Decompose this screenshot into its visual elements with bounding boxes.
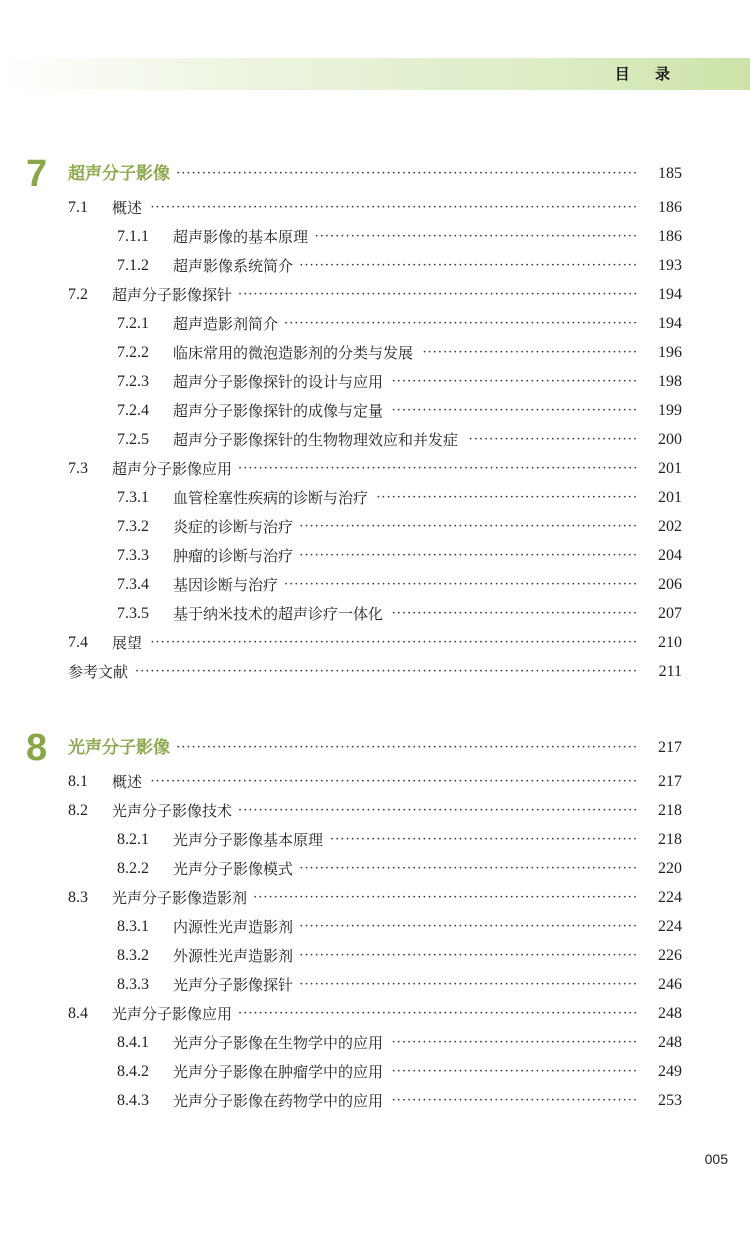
entry-page: 224 [658, 918, 682, 935]
entry-page: 199 [658, 402, 682, 419]
entry-title: 内源性光声造影剂 [173, 918, 294, 936]
running-header-title: 目 录 [614, 65, 680, 83]
entry-title: 超声分子影像探针的生物物理效应和并发症 [173, 431, 459, 449]
dot-leader: ·································································· [299, 861, 638, 876]
dot-leader: ······························································································· [150, 635, 638, 650]
toc-entry [0, 486, 750, 510]
dot-leader: ·············································································· [238, 1006, 638, 1021]
toc-entry [0, 828, 750, 852]
entry-title: 概述 [112, 199, 143, 217]
chapter-number: 7 [26, 153, 48, 195]
toc-entry [0, 1089, 750, 1113]
toc-entry [0, 225, 750, 249]
entry-title: 超声分子影像探针 [112, 286, 233, 304]
entry-page: 211 [658, 663, 682, 680]
entry-number: 7.1 [68, 199, 88, 216]
entry-page: 186 [658, 228, 682, 245]
entry-number: 7.2.4 [117, 402, 149, 419]
entry-title: 基于纳米技术的超声诊疗一体化 [173, 605, 384, 623]
dot-leader: ······························································· [314, 229, 638, 244]
entry-number: 8.2 [68, 802, 88, 819]
entry-number: 7.2.2 [117, 344, 149, 361]
entry-page: 193 [658, 257, 682, 274]
dot-leader: ····································································· [284, 316, 638, 331]
entry-number: 7.1.1 [117, 228, 149, 245]
entry-number: 8.3.1 [117, 918, 149, 935]
entry-title: 光声分子影像探针 [173, 976, 294, 994]
dot-leader: ······························································································· [150, 774, 638, 789]
chapter-page: 217 [658, 739, 682, 756]
entry-page: 196 [658, 344, 682, 361]
toc-entry [0, 428, 750, 452]
toc-entry [0, 973, 750, 997]
toc-entry [0, 1031, 750, 1055]
entry-number: 8.4 [68, 1005, 88, 1022]
entry-number: 8.3.2 [117, 947, 149, 964]
entry-title: 炎症的诊断与治疗 [173, 518, 294, 536]
entry-number: 7.2.3 [117, 373, 149, 390]
dot-leader: ·································································· [299, 519, 638, 534]
entry-page: 217 [658, 773, 682, 790]
entry-number: 8.2.2 [117, 860, 149, 877]
entry-number: 7.3.4 [117, 576, 149, 593]
entry-page: 204 [658, 547, 682, 564]
chapter-heading [0, 734, 750, 762]
entry-number: 7.1.2 [117, 257, 149, 274]
entry-number: 8.1 [68, 773, 88, 790]
entry-title: 超声分子影像应用 [112, 460, 233, 478]
entry-number: 7.2 [68, 286, 88, 303]
dot-leader: ·································································· [299, 258, 638, 273]
entry-title: 基因诊断与治疗 [173, 576, 279, 594]
entry-page: 201 [658, 460, 682, 477]
toc-entry [0, 1002, 750, 1026]
entry-page: 226 [658, 947, 682, 964]
entry-title: 光声分子影像在肿瘤学中的应用 [173, 1063, 384, 1081]
toc-entry [0, 886, 750, 910]
entry-page: 253 [658, 1092, 682, 1109]
entry-title: 超声影像的基本原理 [173, 228, 309, 246]
entry-page: 206 [658, 576, 682, 593]
entry-title: 光声分子影像技术 [112, 802, 233, 820]
entry-title: 光声分子影像模式 [173, 860, 294, 878]
toc-entry [0, 799, 750, 823]
dot-leader: ·············································································· [238, 803, 638, 818]
entry-page: 220 [658, 860, 682, 877]
toc-entry [0, 370, 750, 394]
dot-leader: ················································ [391, 374, 638, 389]
dot-leader: ·································································································· [135, 664, 638, 679]
entry-number: 8.3.3 [117, 976, 149, 993]
chapter-page: 185 [658, 165, 682, 182]
entry-page: 248 [658, 1005, 682, 1022]
dot-leader: ································· [468, 432, 638, 447]
dot-leader: ·························································································· [176, 166, 638, 181]
entry-number: 7.3.1 [117, 489, 149, 506]
toc-entry [0, 944, 750, 968]
entry-title: 肿瘤的诊断与治疗 [173, 547, 294, 565]
dot-leader: ················································ [391, 403, 638, 418]
entry-title: 超声分子影像探针的设计与应用 [173, 373, 384, 391]
toc-entry [0, 857, 750, 881]
entry-page: 207 [658, 605, 682, 622]
chapter-title: 光声分子影像 [68, 738, 170, 758]
dot-leader: ·············································································· [238, 287, 638, 302]
entry-number: 7.4 [68, 634, 88, 651]
entry-number: 8.3 [68, 889, 88, 906]
entry-number: 7.2.5 [117, 431, 149, 448]
entry-page: 186 [658, 199, 682, 216]
chapter-title: 超声分子影像 [68, 164, 170, 184]
dot-leader: ················································ [391, 1093, 638, 1108]
toc-entry [0, 254, 750, 278]
toc-entry [0, 399, 750, 423]
entry-title: 光声分子影像基本原理 [173, 831, 324, 849]
dot-leader: ·································································· [299, 948, 638, 963]
entry-page: 202 [658, 518, 682, 535]
entry-title: 概述 [112, 773, 143, 791]
entry-title: 临床常用的微泡造影剂的分类与发展 [173, 344, 414, 362]
toc-entry [0, 341, 750, 365]
entry-number: 8.4.1 [117, 1034, 149, 1051]
entry-title: 血管栓塞性疾病的诊断与治疗 [173, 489, 369, 507]
toc-entry [0, 1060, 750, 1084]
dot-leader: ················································ [391, 1035, 638, 1050]
entry-number: 7.3 [68, 460, 88, 477]
toc-entry [0, 544, 750, 568]
entry-title: 光声分子影像在药物学中的应用 [173, 1092, 384, 1110]
entry-title: 光声分子影像在生物学中的应用 [173, 1034, 384, 1052]
chapter-number: 8 [26, 727, 48, 769]
entry-page: 248 [658, 1034, 682, 1051]
entry-number: 7.3.2 [117, 518, 149, 535]
toc-entry [0, 631, 750, 655]
dot-leader: ······························································································· [150, 200, 638, 215]
entry-page: 210 [658, 634, 682, 651]
page-number: 005 [704, 1151, 728, 1167]
dot-leader: ··················································· [376, 490, 638, 505]
dot-leader: ····································································· [284, 577, 638, 592]
entry-title: 光声分子影像造影剂 [112, 889, 248, 907]
entry-page: 201 [658, 489, 682, 506]
toc-entry [0, 283, 750, 307]
entry-page: 249 [658, 1063, 682, 1080]
entry-title: 超声分子影像探针的成像与定量 [173, 402, 384, 420]
entry-page: 200 [658, 431, 682, 448]
dot-leader: ·································································· [299, 919, 638, 934]
toc-entry [0, 660, 750, 684]
dot-leader: ·············································································· [238, 461, 638, 476]
entry-number: 8.2.1 [117, 831, 149, 848]
toc-entry [0, 915, 750, 939]
entry-page: 224 [658, 889, 682, 906]
entry-title: 参考文献 [68, 663, 129, 681]
entry-number: 7.3.5 [117, 605, 149, 622]
dot-leader: ···························································· [330, 832, 638, 847]
entry-title: 外源性光声造影剂 [173, 947, 294, 965]
chapter-heading [0, 160, 750, 188]
toc-entry [0, 573, 750, 597]
entry-number: 8.4.2 [117, 1063, 149, 1080]
toc-entry [0, 457, 750, 481]
toc-entry [0, 515, 750, 539]
dot-leader: ·································································· [299, 548, 638, 563]
entry-number: 7.3.3 [117, 547, 149, 564]
toc-entry [0, 602, 750, 626]
dot-leader: ·························································································· [176, 740, 638, 755]
entry-page: 218 [658, 802, 682, 819]
entry-title: 展望 [112, 634, 143, 652]
entry-page: 198 [658, 373, 682, 390]
entry-title: 超声造影剂简介 [173, 315, 279, 333]
entry-page: 218 [658, 831, 682, 848]
toc-entry [0, 770, 750, 794]
entry-page: 194 [658, 315, 682, 332]
dot-leader: ··········································································· [253, 890, 638, 905]
toc-entry [0, 196, 750, 220]
entry-page: 194 [658, 286, 682, 303]
entry-page: 246 [658, 976, 682, 993]
entry-number: 7.2.1 [117, 315, 149, 332]
dot-leader: ·································································· [299, 977, 638, 992]
dot-leader: ·········································· [422, 345, 638, 360]
entry-title: 超声影像系统简介 [173, 257, 294, 275]
dot-leader: ················································ [391, 1064, 638, 1079]
entry-number: 8.4.3 [117, 1092, 149, 1109]
entry-title: 光声分子影像应用 [112, 1005, 233, 1023]
toc-entry [0, 312, 750, 336]
dot-leader: ················································ [391, 606, 638, 621]
